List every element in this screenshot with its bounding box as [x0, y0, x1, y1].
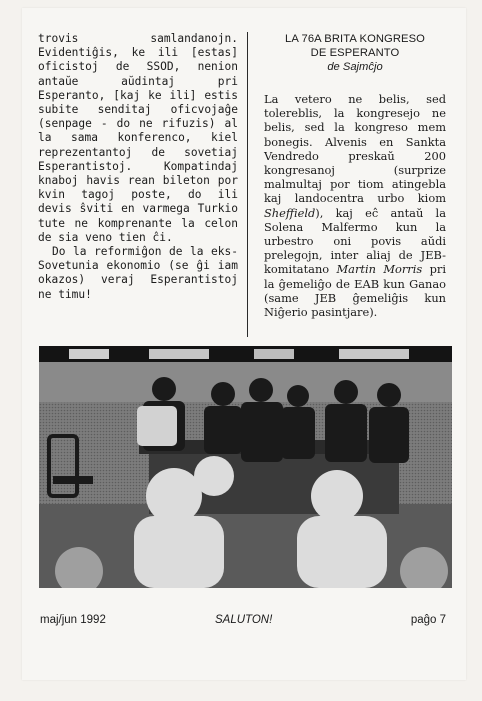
article-paragraph-1: [264, 92, 446, 319]
article-byline: [264, 60, 446, 74]
article-text-3: pri la ĝemeliĝo de EAB kun Ganao (same JEB ĝemeliĝis kun Niĝerio pasintjare).: [264, 262, 446, 320]
article-emphasis-city: Sheffield: [264, 205, 316, 220]
issue-date: maj/jun 1992: [40, 614, 106, 626]
article-title-line-2: DE ESPERANTO: [310, 47, 400, 59]
article-text-1: La vetero ne belis, sed tolereblis, la kongresejo ne belis, sed la kongreso mem bonegis. Alvenis en Sankta Vendredo preskaŭ 200 kongresanoj (surprize malmultaj por tiom atingebla kaj landocentra urbo kiom: [264, 92, 446, 206]
article-title-line-1: LA 76A BRITA KONGRESO: [285, 33, 425, 45]
left-paragraph-1: trovis samlandanojn. Evidentiĝis, ke ili [estas] oficistoj de SSOD, nenion antaŭe aŭdintaj pri Esperanto, [kaj ke ili] estis subite senditaj oficvojaĝe (senpage - do ne rifuzis) al la sama konferenco, kiel reprezentantoj de sovetiaj Esperantistoj. Kompatindaj knaboj havis rean bileton por kvin tagoj poste, do ili devis ŝviti en varmega Turkio tute ne komprenante la celon de sia veno tien ĉi.: [38, 32, 238, 244]
article-emphasis-name: Martin Morris: [336, 262, 423, 277]
article-author: Sajmĉjo: [342, 61, 383, 73]
article: [264, 32, 446, 327]
photo-illustration: [39, 346, 452, 588]
column-divider: [247, 32, 248, 337]
page-footer: [40, 614, 446, 630]
conference-photo: [39, 346, 452, 588]
page-number: paĝo 7: [410, 614, 446, 626]
article-body: [264, 92, 446, 319]
byline-prefix: de: [327, 61, 343, 73]
left-paragraph-2: Do la reformiĝon de la eks-Sovetunia ekonomio (se ĝi iam okazos) veraj Esperantistoj ne timu!: [38, 245, 238, 301]
left-column: [38, 32, 238, 302]
article-text-2: ), kaj eĉ antaŭ la Solena Malfermo kun la urbestro oni povis aŭdi prelegojn, inter aliaj de JEB-komitatano: [264, 205, 446, 277]
magazine-name: SALUTON!: [215, 614, 273, 626]
